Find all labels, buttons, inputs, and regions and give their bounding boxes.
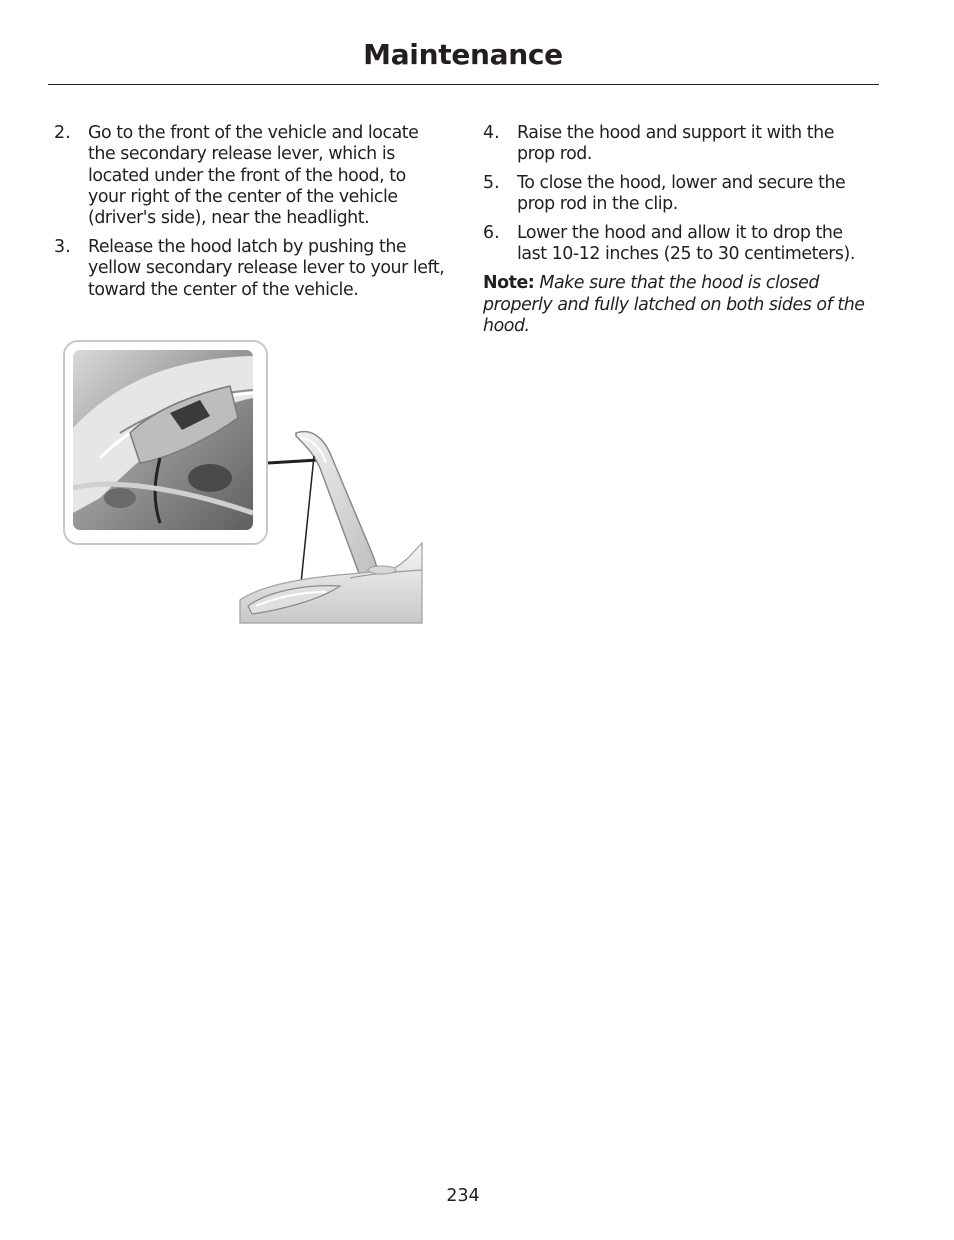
step-2 <box>54 123 446 229</box>
page-title: Maintenance <box>363 38 563 71</box>
step-5 <box>483 173 875 216</box>
note-text: Make sure that the hood is closed properly and fully latched on both sides of the hood. <box>483 273 865 336</box>
step-text: Release the hood latch by pushing the yellow secondary release lever to your left, toward the center of the vehicle. <box>88 236 445 300</box>
title-divider <box>48 84 879 85</box>
closeup-inset <box>64 341 267 544</box>
step-4 <box>483 123 875 166</box>
step-text: To close the hood, lower and secure the prop rod in the clip. <box>517 173 846 215</box>
note <box>483 273 875 337</box>
step-3 <box>54 237 446 301</box>
step-number: 3. <box>54 236 71 257</box>
page-number: 234 <box>446 1186 480 1206</box>
step-number: 4. <box>483 123 500 143</box>
right-column <box>483 123 875 337</box>
leader-line <box>268 460 318 463</box>
hood-release-illustration <box>60 338 430 630</box>
step-6 <box>483 223 875 266</box>
step-text: Lower the hood and allow it to drop the last 10-12 inches (25 to 30 centimeters). <box>517 223 855 265</box>
step-text: Go to the front of the vehicle and locate the secondary release lever, which is located under the front of the hood, to your right of the center of the vehicle (driver's side), near the headlight. <box>88 123 419 229</box>
left-column <box>54 123 446 308</box>
step-number: 2. <box>54 123 71 143</box>
step-number: 6. <box>483 223 500 244</box>
step-text: Raise the hood and support it with the prop rod. <box>517 123 834 165</box>
note-label: Note: <box>483 273 535 294</box>
step-number: 5. <box>483 173 500 194</box>
